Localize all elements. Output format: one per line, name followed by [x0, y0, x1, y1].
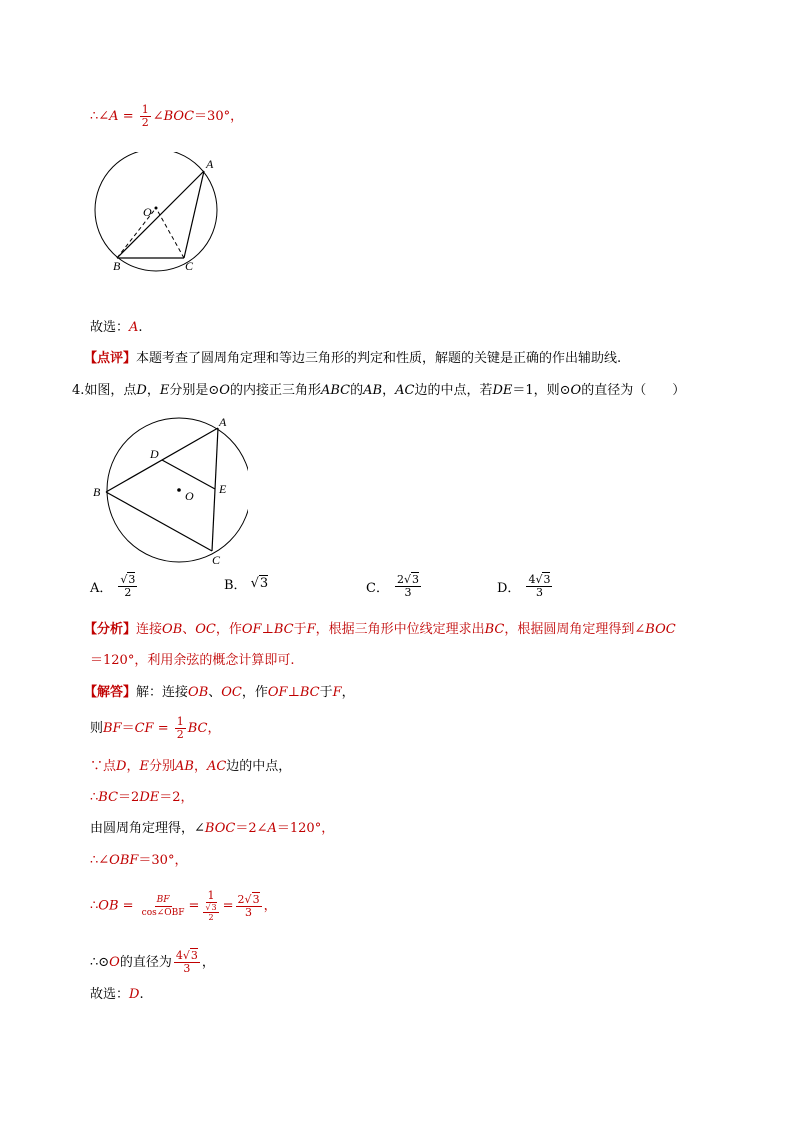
solution-line-3: ∵点D，E分别AB，AC边的中点，: [90, 759, 292, 774]
fraction-one-half: $\frac{1}{2}$: [141, 103, 149, 129]
label-b: B: [93, 485, 101, 499]
label-d: D: [150, 447, 159, 461]
label-a: A: [219, 415, 227, 429]
solution-line-9: 故选：D.: [90, 987, 144, 1002]
answer-line-1: 故选：A.: [90, 320, 143, 335]
label-o: O: [143, 205, 152, 219]
comment-line: 【点评】本题考查了圆周角定理和等边三角形的判定和性质，解题的关键是正确的作出辅助线.: [84, 351, 622, 366]
solution-line-8: ∴⊙O的直径为 $\frac{4√3}{3}$ ，: [90, 949, 215, 975]
solution-line-6: ∴∠OBF＝30°，: [90, 853, 188, 868]
question-4: 4.如图，点D，E分别是⊙O的内接正三角形ABC的AB，AC边的中点，若DE＝1，则⊙O的直径为（ ）: [72, 383, 686, 398]
solution-line-7: ∴OB = $\frac{BF}{\text{cos∠OBF}}$ = $\frac{1}{\frac{√3}{2}}$ = $\frac{2√3}{3}$ ，: [90, 889, 277, 922]
label-a: A: [206, 157, 214, 171]
solution-line-2: 则BF＝CF = $\frac{1}{2}$ BC，: [90, 715, 221, 741]
option-b[interactable]: B． √3: [224, 576, 269, 593]
option-a[interactable]: A． $\frac{√3}{2}$: [90, 573, 136, 599]
analysis-line-2: ＝120°，利用余弦的概念计算即可.: [90, 653, 295, 668]
label-c: C: [185, 259, 194, 273]
figure-circle-triangle-boc: [88, 152, 248, 277]
solution-line-5: 由圆周角定理得，∠BOC＝2∠A＝120°，: [90, 821, 335, 836]
label-e: E: [219, 482, 227, 496]
label-b: B: [113, 259, 121, 273]
solution-line-4: ∴BC＝2DE＝2，: [90, 790, 194, 805]
label-o: O: [185, 489, 194, 503]
label-c: C: [212, 553, 221, 567]
figure-inscribed-triangle: [88, 410, 248, 570]
option-c[interactable]: C． $\frac{2√3}{3}$: [366, 573, 419, 599]
solution-line-1: 【解答】解：连接OB、OC，作OF⊥BC于F，: [84, 685, 355, 700]
solution-line-angle-a: ∴∠A = $\frac{1}{2}$ ∠BOC＝30°，: [90, 103, 244, 129]
analysis-line-1: 【分析】连接OB、OC，作OF⊥BC于F，根据三角形中位线定理求出BC，根据圆周角定理得到∠BOC: [84, 622, 676, 637]
option-d[interactable]: D． $\frac{4√3}{3}$: [497, 573, 551, 599]
